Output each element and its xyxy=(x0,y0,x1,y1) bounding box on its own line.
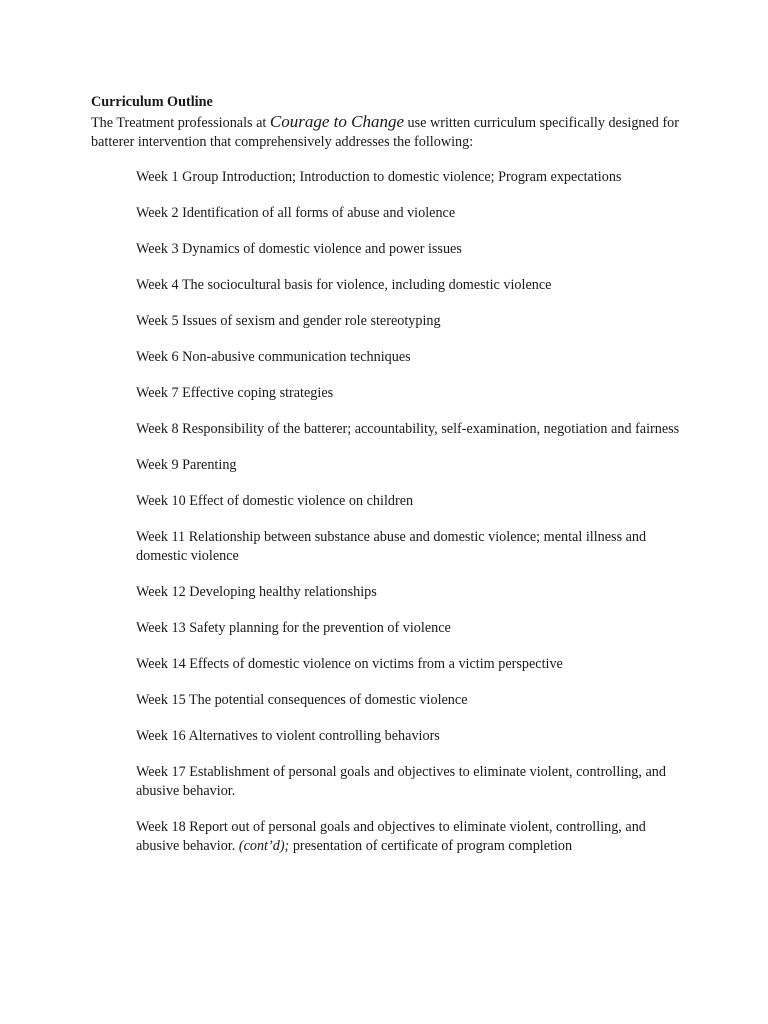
week-item-6: Week 6 Non-abusive communication techniques xyxy=(136,349,411,365)
week-item-17: Week 17 Establishment of personal goals and objectives to eliminate violent, controlling, and abusive behavior. xyxy=(136,764,666,799)
week-item-18 xyxy=(136,818,681,856)
intro-text-after: use written curriculum specifically designed for batterer intervention that comprehensively addresses the following: xyxy=(91,115,679,150)
week-item-16: Week 16 Alternatives to violent controlling behaviors xyxy=(136,728,440,744)
program-name: Courage to Change xyxy=(269,112,404,131)
week-item-2: Week 2 Identification of all forms of abuse and violence xyxy=(136,205,456,221)
week-item-5: Week 5 Issues of sexism and gender role stereotyping xyxy=(136,313,441,329)
week-list xyxy=(91,168,691,856)
week-18-emphasis: (cont’d); xyxy=(238,838,290,854)
week-item-13: Week 13 Safety planning for the prevention of violence xyxy=(136,620,451,636)
intro-text-before: The Treatment professionals at xyxy=(91,115,270,131)
week-item-1: Week 1 Group Introduction; Introduction to domestic violence; Program expectations xyxy=(136,169,622,185)
week-item-4: Week 4 The sociocultural basis for violence, including domestic violence xyxy=(136,277,552,293)
week-item-12: Week 12 Developing healthy relationships xyxy=(136,584,377,600)
week-item-11: Week 11 Relationship between substance abuse and domestic violence; mental illness and domestic violence xyxy=(136,529,647,564)
week-item-14: Week 14 Effects of domestic violence on victims from a victim perspective xyxy=(136,656,563,672)
week-item-10: Week 10 Effect of domestic violence on children xyxy=(136,493,414,509)
week-item-8: Week 8 Responsibility of the batterer; accountability, self-examination, negotiation and fairness xyxy=(136,421,680,437)
week-18-text: Week 18 Report out of personal goals and objectives to eliminate violent, controlling, and abusive behavior. xyxy=(136,819,646,854)
week-item-15: Week 15 The potential consequences of domestic violence xyxy=(136,692,468,708)
week-item-3: Week 3 Dynamics of domestic violence and power issues xyxy=(136,241,462,257)
document-content xyxy=(91,93,691,873)
week-18-text-after: presentation of certificate of program completion xyxy=(289,838,573,854)
curriculum-heading: Curriculum Outline xyxy=(91,94,213,110)
week-item-7: Week 7 Effective coping strategies xyxy=(136,385,334,401)
intro-paragraph xyxy=(91,112,691,152)
week-item-9: Week 9 Parenting xyxy=(136,457,237,473)
